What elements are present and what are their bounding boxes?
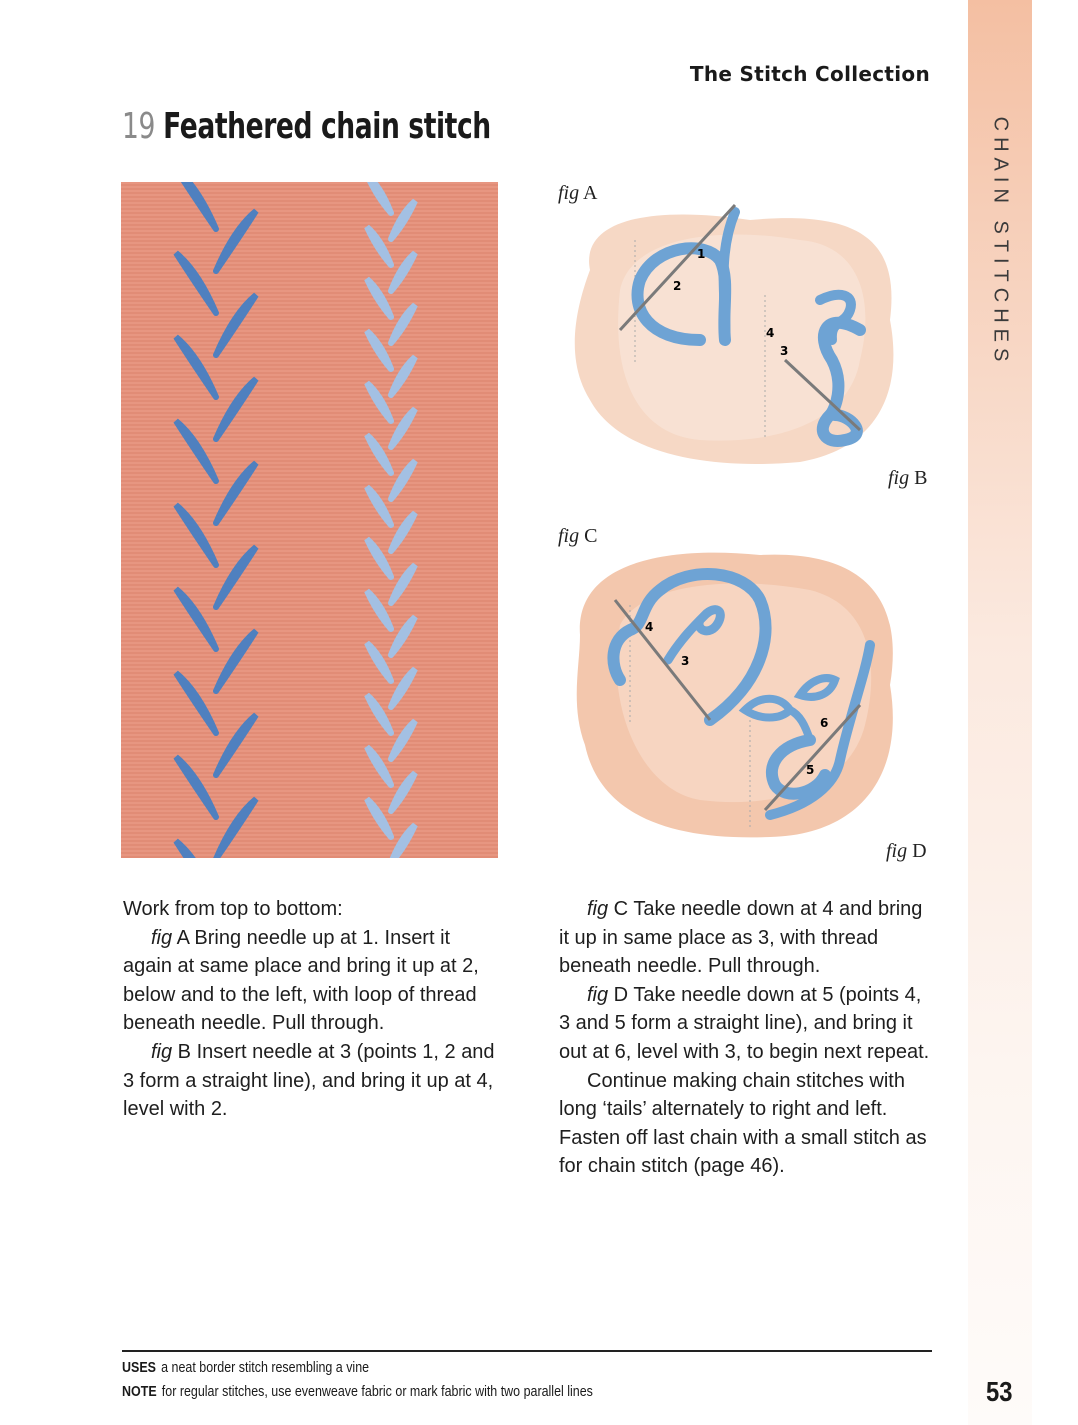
uses-note: USES a neat border stitch resembling a vine xyxy=(122,1360,370,1376)
stitch-sample-photo xyxy=(121,182,498,858)
step-c: fig C Take needle down at 4 and bring it up in same place as 3, with thread beneath needle. Pull through. xyxy=(559,898,923,978)
step-d: fig D Take needle down at 5 (points 4, 3 and 5 form a straight line), and bring it out at 6, level with 3, to begin next repeat. xyxy=(559,983,930,1063)
page-number: 53 xyxy=(986,1376,1013,1407)
point-label: 4 xyxy=(766,326,775,340)
fig-c-label: fig C xyxy=(558,525,598,547)
point-label: 3 xyxy=(780,344,789,358)
instructions-right xyxy=(559,895,931,1181)
note-note: NOTE for regular stitches, use evenweave fabric or mark fabric with two parallel lines xyxy=(122,1384,593,1400)
fig-b-label: fig B xyxy=(888,467,928,489)
continue-text: Continue making chain stitches with long ‘tails’ alternately to right and left. Fasten off last chain with a small stitch as for chain stitch (page 46). xyxy=(559,1069,927,1178)
point-label: 3 xyxy=(681,654,690,668)
step-a: fig A Bring needle up at 1. Insert it again at same place and bring it up at 2, below and to the left, with loop of thread beneath needle. Pull through. xyxy=(123,926,479,1035)
fig-d-label: fig D xyxy=(886,840,927,862)
footer-rule xyxy=(122,1350,932,1352)
diagram-fig-c-d xyxy=(560,545,940,845)
fig-a-label: fig A xyxy=(558,182,598,204)
instructions-left xyxy=(123,895,503,1124)
step-b: fig B Insert needle at 3 (points 1, 2 and 3 form a straight line), and bring it up at 4, level with 2. xyxy=(123,1040,495,1121)
point-label: 2 xyxy=(673,279,682,293)
point-label: 1 xyxy=(697,247,706,261)
diagram-fig-a-b xyxy=(560,200,940,470)
page-title xyxy=(122,106,491,147)
running-header: The Stitch Collection xyxy=(689,62,930,86)
stitch-number: 19 xyxy=(122,106,155,147)
stitch-name: Feathered chain stitch xyxy=(163,106,491,147)
point-label: 5 xyxy=(806,763,815,777)
point-label: 4 xyxy=(645,620,654,634)
intro-text: Work from top to bottom: xyxy=(123,898,343,920)
point-label: 6 xyxy=(820,716,829,730)
side-tab-label: CHAIN STITCHES xyxy=(989,116,1012,368)
